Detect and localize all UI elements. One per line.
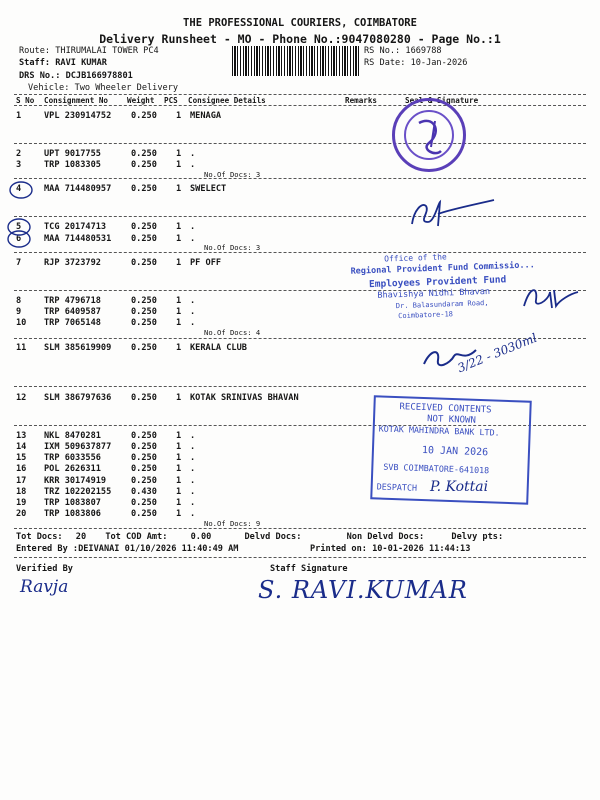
- row-pcs: 1: [176, 498, 182, 508]
- kerala-time-note: 3/22 - 3030ml: [455, 330, 539, 376]
- col-pcs: PCS: [164, 96, 178, 105]
- row-consignee: .: [190, 476, 196, 486]
- verified-signature: Ravja: [20, 577, 69, 597]
- row-consignment: SLM 386797636: [44, 393, 112, 403]
- row-consignment: MAA 714480531: [44, 234, 112, 244]
- row-consignee: MENAGA: [190, 111, 222, 121]
- row-weight: 0.250: [131, 498, 157, 508]
- group-divider: [14, 252, 586, 253]
- row-consignment: RJP 3723792: [44, 258, 101, 268]
- row-pcs: 1: [176, 222, 182, 232]
- divider: [14, 557, 586, 558]
- pf-stamp-line: Office of the: [384, 252, 447, 264]
- row-sno: 12: [16, 393, 27, 403]
- row-weight: 0.250: [131, 453, 157, 463]
- non-delvd-label: Non Delvd Docs:: [346, 532, 425, 542]
- col-consignment: Consignment No: [44, 96, 109, 105]
- row-sno: 11: [16, 343, 27, 353]
- row-consignee: .: [190, 307, 196, 317]
- delvd-docs-label: Delvd Docs:: [244, 532, 302, 542]
- row-pcs: 1: [176, 509, 182, 519]
- row-weight: 0.250: [131, 160, 157, 170]
- row-consignment: TRP 6409587: [44, 307, 101, 317]
- group-divider: [14, 386, 586, 387]
- tot-cod-label: Tot COD Amt:: [105, 532, 168, 542]
- tot-cod: 0.00: [190, 532, 212, 542]
- row-pcs: 1: [176, 464, 182, 474]
- row-consignee: .: [190, 464, 196, 474]
- row-sno: 10: [16, 318, 27, 328]
- divider: [14, 105, 586, 106]
- group-doc-count: No.Of Docs: 9: [204, 519, 261, 528]
- row-consignee: .: [190, 318, 196, 328]
- row-consignment: UPT 9017755: [44, 149, 101, 159]
- staff-signature-label: Staff Signature: [270, 564, 348, 574]
- pf-stamp-line: Bhavishya Nidhi Bhavan: [377, 286, 491, 301]
- pf-stamp-line: Employees Provident Fund: [368, 274, 507, 291]
- row-pcs: 1: [176, 307, 182, 317]
- totals-line: [16, 532, 503, 542]
- row-sno: 9: [16, 307, 22, 317]
- pf-stamp-line: Regional Provident Fund Commissio...: [350, 260, 535, 277]
- row-pcs: 1: [176, 393, 182, 403]
- row-sno: 7: [16, 258, 22, 268]
- drs-number: DRS No.: DCJB166978801: [19, 71, 133, 81]
- row-weight: 0.250: [131, 149, 157, 159]
- row-pcs: 1: [176, 160, 182, 170]
- row-consignee: KERALA CLUB: [190, 343, 247, 353]
- row-pcs: 1: [176, 343, 182, 353]
- row-consignment: SLM 385619909: [44, 343, 112, 353]
- row-pcs: 1: [176, 149, 182, 159]
- tot-docs-label: Tot Docs:: [16, 532, 63, 542]
- row-pcs: 1: [176, 442, 182, 452]
- row-consignee: .: [190, 498, 196, 508]
- vehicle: Vehicle: Two Wheeler Delivery: [28, 83, 179, 93]
- row-consignment: TRP 1083806: [44, 509, 101, 519]
- row-sno: 5: [16, 222, 22, 232]
- delvy-pts-label: Delvy pts:: [451, 532, 504, 542]
- row-sno: 6: [16, 234, 22, 244]
- row-sno: 14: [16, 442, 27, 452]
- row-sno: 3: [16, 160, 22, 170]
- group-doc-count: No.Of Docs: 4: [204, 328, 261, 337]
- row-weight: 0.250: [131, 184, 157, 194]
- row-weight: 0.250: [131, 296, 157, 306]
- row-sno: 20: [16, 509, 27, 519]
- runsheet-title: Delivery Runsheet - MO - Phone No.:9047080280 - Page No.:1: [99, 32, 501, 46]
- divider: [14, 528, 586, 529]
- row-weight: 0.250: [131, 258, 157, 268]
- row-weight: 0.250: [131, 234, 157, 244]
- kotak-stamp-line: RECEIVED CONTENTS: [399, 402, 492, 416]
- row-consignment: TRP 1083807: [44, 498, 101, 508]
- group-doc-count: No.Of Docs: 3: [204, 170, 261, 179]
- group-divider: [14, 290, 586, 291]
- row-pcs: 1: [176, 453, 182, 463]
- pf-signature-icon: [520, 282, 580, 312]
- company-name: THE PROFESSIONAL COURIERS, COIMBATORE: [183, 17, 417, 29]
- row-pcs: 1: [176, 184, 182, 194]
- row-pcs: 1: [176, 111, 182, 121]
- row-consignment: POL 2626311: [44, 464, 101, 474]
- col-consignee: Consignee Details: [188, 96, 266, 105]
- row-consignee: .: [190, 149, 196, 159]
- group-divider: [14, 338, 586, 339]
- row-consignment: TRP 1083305: [44, 160, 101, 170]
- col-remarks: Remarks: [345, 96, 378, 105]
- row-weight: 0.250: [131, 307, 157, 317]
- pen-circle-icon: [6, 229, 32, 249]
- entered-by: Entered By :DEIVANAI 01/10/2026 11:40:49 AM: [16, 544, 239, 554]
- seal-emblem-icon: [395, 101, 463, 169]
- kotak-stamp-line: 10 JAN 2026: [421, 444, 489, 459]
- col-sno: S No: [16, 96, 35, 105]
- staff-name: Staff: RAVI KUMAR: [19, 58, 107, 68]
- group-divider: [14, 143, 586, 144]
- row-sno: 13: [16, 431, 27, 441]
- row-sno: 19: [16, 498, 27, 508]
- row-consignee: .: [190, 222, 196, 232]
- row-pcs: 1: [176, 431, 182, 441]
- group-divider: [14, 216, 586, 217]
- row-pcs: 1: [176, 296, 182, 306]
- row-sno: 1: [16, 111, 22, 121]
- kotak-stamp-line: DESPATCH: [376, 481, 418, 493]
- row-consignment: TRP 4796718: [44, 296, 101, 306]
- row-weight: 0.250: [131, 318, 157, 328]
- kotak-initials: P. Kottai: [430, 479, 489, 495]
- kotak-stamp-line: KOTAK MAHINDRA BANK LTD.: [378, 423, 500, 438]
- pf-stamp-line: Dr. Balasundaram Road,: [395, 298, 489, 311]
- row-weight: 0.430: [131, 487, 157, 497]
- row-consignee: .: [190, 296, 196, 306]
- pen-circle-icon: [8, 180, 34, 200]
- row-consignee: .: [190, 509, 196, 519]
- swelect-signature-icon: [408, 196, 498, 230]
- row-sno: 17: [16, 476, 27, 486]
- row-pcs: 1: [176, 258, 182, 268]
- row-consignment: MAA 714480957: [44, 184, 112, 194]
- row-weight: 0.250: [131, 222, 157, 232]
- menaga-seal: [392, 98, 466, 172]
- row-weight: 0.250: [131, 393, 157, 403]
- row-consignee: .: [190, 453, 196, 463]
- row-weight: 0.250: [131, 476, 157, 486]
- row-weight: 0.250: [131, 111, 157, 121]
- tot-docs: 20: [75, 532, 87, 542]
- divider: [14, 94, 586, 95]
- row-sno: 2: [16, 149, 22, 159]
- group-divider: [14, 178, 586, 179]
- row-sno: 16: [16, 464, 27, 474]
- col-weight: Weight: [127, 96, 155, 105]
- row-consignment: KRR 30174919: [44, 476, 107, 486]
- row-weight: 0.250: [131, 464, 157, 474]
- barcode: [232, 46, 360, 76]
- row-consignee: KOTAK SRINIVAS BHAVAN: [190, 393, 299, 403]
- row-consignee: .: [190, 234, 196, 244]
- row-pcs: 1: [176, 234, 182, 244]
- rs-date: RS Date: 10-Jan-2026: [364, 58, 468, 68]
- row-consignment: TCG 20174713: [44, 222, 107, 232]
- route: Route: THIRUMALAI TOWER PC4: [19, 46, 159, 56]
- row-consignment: IXM 509637877: [44, 442, 112, 452]
- kotak-stamp-line: SVB COIMBATORE-641018: [383, 461, 490, 476]
- rs-number: RS No.: 1669788: [364, 46, 442, 56]
- row-consignee: .: [190, 431, 196, 441]
- row-consignee: PF OFF: [190, 258, 222, 268]
- row-weight: 0.250: [131, 509, 157, 519]
- kotak-stamp-line: NOT KNOWN: [426, 414, 476, 426]
- row-pcs: 1: [176, 318, 182, 328]
- row-sno: 18: [16, 487, 27, 497]
- row-consignee: .: [190, 160, 196, 170]
- row-pcs: 1: [176, 487, 182, 497]
- row-consignment: VPL 230914752: [44, 111, 112, 121]
- verified-by-label: Verified By: [16, 564, 73, 574]
- row-weight: 0.250: [131, 442, 157, 452]
- row-sno: 8: [16, 296, 22, 306]
- row-pcs: 1: [176, 476, 182, 486]
- row-consignee: .: [190, 487, 196, 497]
- row-consignment: TRZ 102202155: [44, 487, 112, 497]
- row-weight: 0.250: [131, 431, 157, 441]
- row-sno: 4: [16, 184, 22, 194]
- group-doc-count: No.Of Docs: 3: [204, 243, 261, 252]
- row-consignee: .: [190, 442, 196, 452]
- row-consignment: TRP 6033556: [44, 453, 101, 463]
- row-weight: 0.250: [131, 343, 157, 353]
- row-sno: 15: [16, 453, 27, 463]
- staff-signature: S. RAVI.KUMAR: [258, 576, 468, 604]
- row-consignee: SWELECT: [190, 184, 227, 194]
- col-seal: Seal & Signature: [405, 96, 479, 105]
- pf-stamp-line: Coimbatore-18: [398, 310, 454, 321]
- row-consignment: NKL 8470281: [44, 431, 101, 441]
- row-consignment: TRP 7065148: [44, 318, 101, 328]
- printed-on: Printed on: 10-01-2026 11:44:13: [310, 544, 471, 554]
